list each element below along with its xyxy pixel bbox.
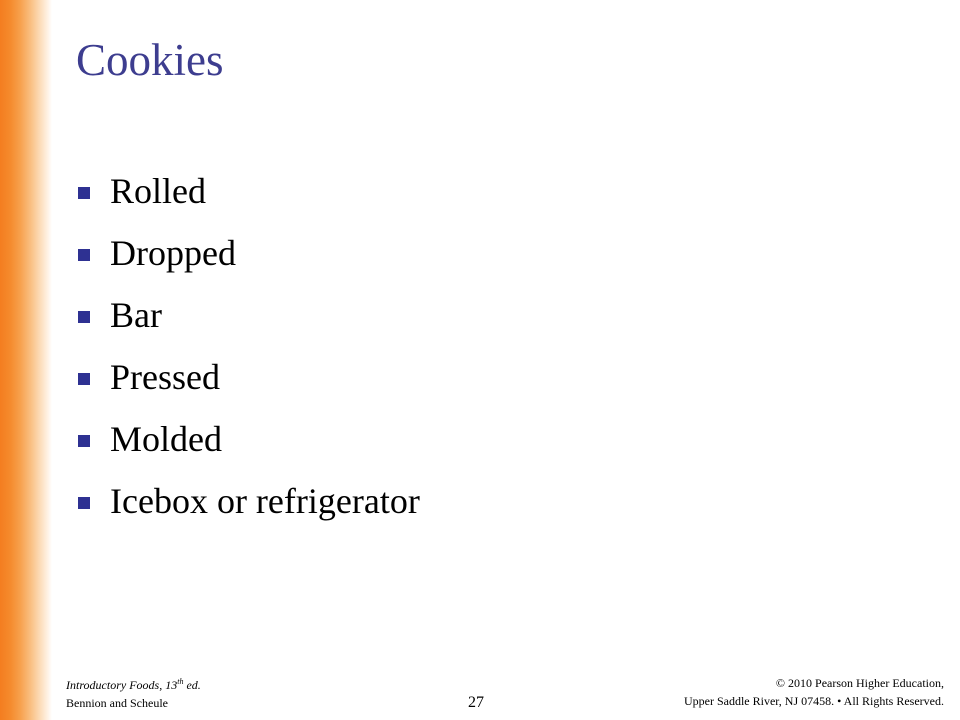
footer-book-line	[66, 676, 201, 694]
footer-authors: Bennion and Scheule	[66, 696, 168, 710]
footer-edition-suffix: ed.	[183, 678, 201, 692]
bullet-item	[76, 346, 420, 408]
footer-book-title: Introductory Foods, 13	[66, 678, 178, 692]
bullet-text: Molded	[110, 419, 222, 459]
square-bullet-icon	[78, 249, 90, 261]
bullet-item	[76, 222, 420, 284]
bullet-text: Icebox or refrigerator	[110, 481, 420, 521]
bullet-list	[76, 160, 420, 532]
square-bullet-icon	[78, 497, 90, 509]
bullet-item	[76, 408, 420, 470]
footer-edition-sup: th	[177, 677, 184, 686]
copyright-line-1: © 2010 Pearson Higher Education,	[775, 676, 944, 690]
square-bullet-icon	[78, 435, 90, 447]
bullet-item	[76, 284, 420, 346]
bullet-text: Bar	[110, 295, 162, 335]
square-bullet-icon	[78, 373, 90, 385]
page-number: 27	[468, 694, 484, 711]
slide-title: Cookies	[76, 35, 224, 85]
square-bullet-icon	[78, 187, 90, 199]
bullet-text: Rolled	[110, 171, 206, 211]
side-accent-band	[0, 0, 52, 720]
bullet-item	[76, 160, 420, 222]
bullet-text: Dropped	[110, 233, 236, 273]
footer-citation	[66, 676, 201, 712]
square-bullet-icon	[78, 311, 90, 323]
bullet-item	[76, 470, 420, 532]
footer-copyright	[684, 674, 944, 710]
copyright-line-2: Upper Saddle River, NJ 07458. • All Rights Reserved.	[683, 694, 944, 708]
bullet-text: Pressed	[110, 357, 220, 397]
